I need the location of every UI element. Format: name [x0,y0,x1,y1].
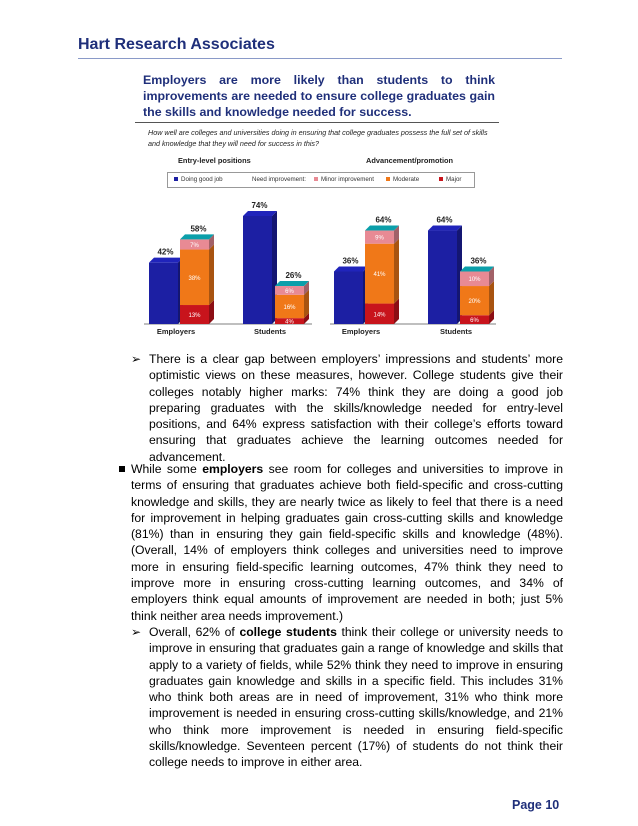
paragraph-2: While some employers see room for colleges and universities to improve in terms of ensuring that graduates achieve both field-specific and cross-cutting knowledge and skills, they are nearly twice as likely to feel that there is a need for improvement in helping graduates gain cross-cutting skills and knowledge (81%) than in ensuring they gain field-specific skills and knowledge (48%). (Overall, 14% of employers think colleges and universities need to improve more in ensuring field-specific learning outcomes, 47% think they need to improve more in ensuring cross-cutting learning outcomes, and 34% of employers think equal amounts of improvement are needed in both; just 5% think neither area needs improvement.) [131,462,563,623]
label-good-0: 42% [157,247,174,257]
label-moderate-1: 16% [283,304,296,311]
label-minor-2: 9% [375,235,384,242]
legend-major: Major [439,176,461,183]
page-number: Page 10 [512,798,560,812]
label-good-1: 74% [251,200,268,210]
label-moderate-3: 20% [468,299,481,306]
label-major-3: 6% [470,318,479,325]
org-header: Hart Research Associates [78,36,275,53]
label-minor-0: 7% [190,242,199,249]
category-label-2: Employers [341,327,381,336]
group-label-entry: Entry-level positions [178,156,251,165]
category-label-0: Employers [156,327,196,336]
paragraph-1: There is a clear gap between employers’ impressions and students’ more optimistic views on these measures, however. College students give their colleges notably higher marks: 74% think they are doing a good job preparing graduates with the skills/knowledge needed for entry-level positions, and 64% express satisfaction with their college’s efforts toward ensuring that graduates achieve the learning outcomes needed for advancement. [149,352,563,464]
label-moderate-0: 38% [188,275,201,282]
legend-minor: Minor improvement [314,176,374,183]
label-need-2: 64% [375,215,392,225]
label-major-2: 14% [373,312,386,319]
arrow-bullet-icon: ➢ [131,625,142,639]
arrow-bullet-icon: ➢ [131,352,142,366]
label-major-0: 13% [188,313,201,320]
paragraph-3: Overall, 62% of college students think their college or university needs to improve in ensuring that graduates gain a range of knowledge and skills that apply to a variety of fields, while 52% think they need to improve in ensuring graduates gain knowledge and skills in a specific field. This includes 31% who think both areas are in need of improvement, 31% who think more improvement is needed in ensuring cross-cutting skills/knowledge, and 21% who think more improvement is needed in ensuring field-specific skills/knowledge. Seventeen percent (17%) of students do not think their college needs to improve in either area. [149,625,563,770]
label-good-3: 64% [436,215,453,225]
label-need-0: 58% [190,224,207,234]
legend-good: Doing good job [174,176,223,183]
square-bullet-icon [119,466,125,472]
survey-question: How well are colleges and universities doing in ensuring that college graduates possess the full set of skills and knowledge that they will need for success in this? [148,128,488,148]
legend-moderate: Moderate [386,176,419,183]
label-need-1: 26% [285,271,302,281]
label-minor-1: 6% [285,288,294,295]
label-major-1: 4% [285,319,294,326]
label-minor-3: 10% [468,277,481,284]
label-need-3: 36% [470,256,487,266]
category-label-3: Students [439,327,473,336]
label-moderate-2: 41% [373,272,386,279]
group-label-advancement: Advancement/promotion [366,156,454,165]
label-good-2: 36% [342,256,359,266]
chart-title: Employers are more likely than students to think improvements are needed to ensure college graduates gain the skills and knowledge needed for success. [143,73,495,119]
category-label-1: Students [253,327,287,336]
legend-need-label: Need improvement: [252,176,306,183]
